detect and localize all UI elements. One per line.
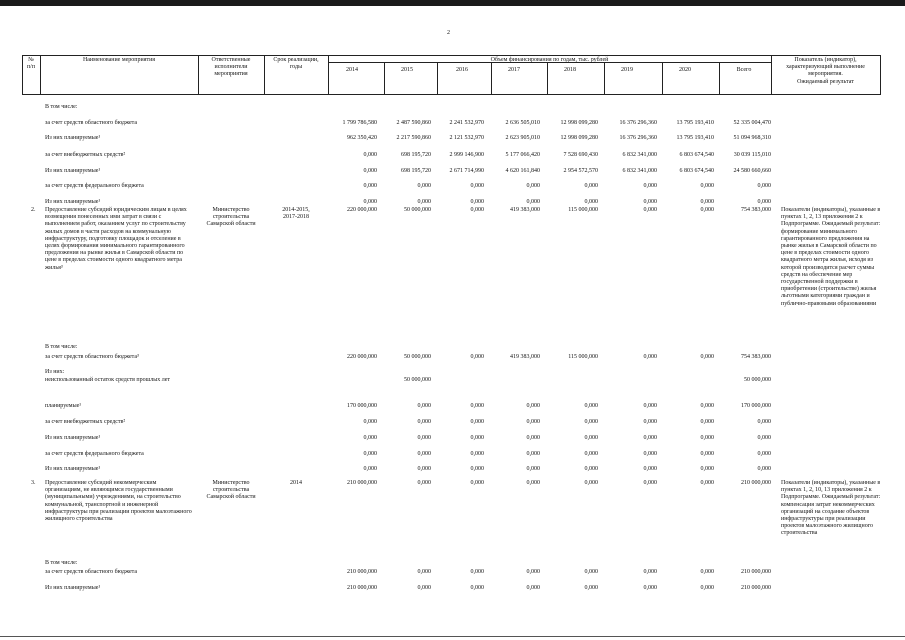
item2-sub-6-val-0: 0,000 (363, 435, 377, 441)
header-year-2018: 2018 (564, 67, 576, 73)
summary-row-3-val-1: 698 195,720 (401, 152, 431, 158)
table-top-border (22, 55, 880, 56)
summary-row-3-val-5: 6 832 341,000 (622, 152, 657, 158)
item2-sub-5-val-1: 0,000 (417, 419, 431, 425)
summary-row-1-val-7: 52 335 004,470 (733, 120, 771, 126)
item3-sub-1-val-6: 0,000 (700, 569, 714, 575)
item3-sub-1-val-5: 0,000 (643, 569, 657, 575)
item3-val-0: 210 000,000 (347, 480, 377, 486)
item2-sub-1-val-5: 0,000 (643, 354, 657, 360)
header-year-2017: 2017 (508, 67, 520, 73)
item2-sub-6-val-1: 0,000 (417, 435, 431, 441)
item2-sub-6-val-5: 0,000 (643, 435, 657, 441)
item2-sub-8-val-1: 0,000 (417, 466, 431, 472)
item3-sub-2-val-2: 0,000 (470, 585, 484, 591)
item2-sub-1-val-3: 419 383,000 (510, 354, 540, 360)
item2-sub-8-val-4: 0,000 (584, 466, 598, 472)
summary-row-label: В том числе: (45, 104, 78, 110)
item2-sub-5-val-3: 0,000 (526, 419, 540, 425)
item2-sub-7-val-5: 0,000 (643, 451, 657, 457)
item2-sub-1-val-1: 50 000,000 (404, 354, 431, 360)
summary-row-3-val-3: 5 177 066,420 (505, 152, 540, 158)
item3-sub-2-val-5: 0,000 (643, 585, 657, 591)
summary-row-label: за счет средств федерального бюджета (45, 183, 144, 189)
item2-sub-5-val-4: 0,000 (584, 419, 598, 425)
item2-sub-5-val-6: 0,000 (700, 419, 714, 425)
item2-sub-8-val-2: 0,000 (470, 466, 484, 472)
summary-row-6-val-1: 0,000 (417, 199, 431, 205)
header-year-Всего: Всего (736, 67, 752, 73)
summary-row-3-val-0: 0,000 (363, 152, 377, 158)
item2-sub-4-val-2: 0,000 (470, 403, 484, 409)
item3-responsible: Министерство строительства Самарской области (206, 480, 256, 501)
item3-sub-1-val-2: 0,000 (470, 569, 484, 575)
summary-row-1-val-5: 16 376 296,360 (619, 120, 657, 126)
item2-sub-8-val-3: 0,000 (526, 466, 540, 472)
item2-val-5: 0,000 (643, 207, 657, 213)
summary-row-2-val-1: 2 217 590,860 (396, 135, 431, 141)
table-header-bottom (22, 94, 880, 95)
item3-sub-1-val-1: 0,000 (417, 569, 431, 575)
summary-row-label: Из них планируемые¹ (45, 168, 101, 174)
summary-row-4-val-1: 698 195,720 (401, 168, 431, 174)
header-year-2014: 2014 (346, 67, 358, 73)
summary-row-1-val-3: 2 636 505,010 (505, 120, 540, 126)
item3-sub-1-val-0: 210 000,000 (347, 569, 377, 575)
summary-row-5-val-2: 0,000 (470, 183, 484, 189)
item2-sub-4-val-7: 170 000,000 (741, 403, 771, 409)
summary-row-2-val-5: 16 376 296,360 (619, 135, 657, 141)
item3-val-4: 0,000 (584, 480, 598, 486)
summary-row-6-val-5: 0,000 (643, 199, 657, 205)
item2-sub-6-val-2: 0,000 (470, 435, 484, 441)
item3-val-2: 0,000 (470, 480, 484, 486)
summary-row-1-val-2: 2 241 532,970 (449, 120, 484, 126)
item2-sub-label: Из них планируемые¹ (45, 466, 101, 472)
item2-sub-1-val-2: 0,000 (470, 354, 484, 360)
item2-sub-1-val-6: 0,000 (700, 354, 714, 360)
header-num: № п/п (26, 57, 36, 71)
item2-sub-7-val-3: 0,000 (526, 451, 540, 457)
item2-sub-label: Из них планируемые¹ (45, 435, 101, 441)
item2-responsible: Министерство строительства Самарской области (206, 207, 256, 228)
header-resp: Ответственные исполнители мероприятия (211, 57, 251, 78)
item3-sub-2-val-4: 0,000 (584, 585, 598, 591)
item2-sub-1-val-7: 754 383,000 (741, 354, 771, 360)
summary-row-4-val-2: 2 671 714,990 (449, 168, 484, 174)
summary-row-label: Из них планируемые¹ (45, 135, 101, 141)
summary-row-4-val-7: 24 580 660,660 (733, 168, 771, 174)
summary-row-4-val-0: 0,000 (363, 168, 377, 174)
summary-row-6-val-2: 0,000 (470, 199, 484, 205)
summary-row-label: за счет внебюджетных средств² (45, 152, 126, 158)
summary-row-1-val-0: 1 799 786,580 (342, 120, 377, 126)
item2-term: 2014-2015, 2017-2018 (282, 207, 310, 221)
summary-row-1-val-6: 13 795 193,410 (676, 120, 714, 126)
item2-sub-4-val-5: 0,000 (643, 403, 657, 409)
summary-row-2-val-4: 12 998 099,280 (560, 135, 598, 141)
item2-sub-6-val-4: 0,000 (584, 435, 598, 441)
summary-row-4-val-4: 2 954 572,570 (563, 168, 598, 174)
summary-row-2-val-0: 962 350,420 (347, 135, 377, 141)
summary-row-3-val-6: 6 803 674,540 (679, 152, 714, 158)
header-term: Срок реализации, годы (273, 57, 319, 71)
item3-term: 2014 (290, 480, 302, 486)
item2-sub-6-val-3: 0,000 (526, 435, 540, 441)
item2-sub-8-val-7: 0,000 (757, 466, 771, 472)
item3-sub-2-val-7: 210 000,000 (741, 585, 771, 591)
item2-val-6: 0,000 (700, 207, 714, 213)
summary-row-5-val-4: 0,000 (584, 183, 598, 189)
item3-sub-1-val-3: 0,000 (526, 569, 540, 575)
item2-sub-8-val-5: 0,000 (643, 466, 657, 472)
item2-val-3: 419 383,000 (510, 207, 540, 213)
summary-row-6-val-3: 0,000 (526, 199, 540, 205)
summary-row-6-val-4: 0,000 (584, 199, 598, 205)
item2-sub-label: за счет средств областного бюджета³ (45, 354, 139, 360)
item3-indicator: Показатели (индикаторы), указанные в пунктах 1, 2, 10, 13 приложения 2 к Подпрограмме. Ожидаемый результат: компенсация затрат некоммерческих организаций на создание объектов инфраструктуры при реализации проектов малоэтажного жилищного строительства (781, 480, 881, 537)
item2-sub-7-val-0: 0,000 (363, 451, 377, 457)
item2-sub-6-val-6: 0,000 (700, 435, 714, 441)
summary-row-3-val-4: 7 528 690,430 (563, 152, 598, 158)
item3-sub-2-val-3: 0,000 (526, 585, 540, 591)
summary-row-5-val-0: 0,000 (363, 183, 377, 189)
header-name: Наименование мероприятия (82, 57, 156, 63)
item2-sub-4-val-4: 0,000 (584, 403, 598, 409)
item3-title: Предоставление субсидий некоммерческим организациям, не являющимся государственными (муниципальными) учреждениями, на строительство коммунальной, транспортной и инженерной инфраструктуры при реализации проектов малоэтажного жилищного строительства (45, 480, 192, 523)
item2-sub-8-val-0: 0,000 (363, 466, 377, 472)
header-funding: Объем финансирования по годам, тыс. рублей (490, 57, 609, 63)
item2-sub-5-val-0: 0,000 (363, 419, 377, 425)
item2-sub-7-val-2: 0,000 (470, 451, 484, 457)
item2-sub-6-val-7: 0,000 (757, 435, 771, 441)
item2-sub-1-val-4: 115 000,000 (568, 354, 598, 360)
header-year-2020: 2020 (679, 67, 691, 73)
item2-sub-3-val-1: 50 000,000 (404, 377, 431, 383)
item2-sub-7-val-4: 0,000 (584, 451, 598, 457)
item3-sub-1-val-7: 210 000,000 (741, 569, 771, 575)
summary-row-2-val-2: 2 121 532,970 (449, 135, 484, 141)
summary-row-label: Из них планируемые¹ (45, 199, 101, 205)
item3-val-3: 0,000 (526, 480, 540, 486)
item2-sub-4-val-1: 0,000 (417, 403, 431, 409)
summary-row-5-val-5: 0,000 (643, 183, 657, 189)
item2-sub-label: Из них: (45, 369, 65, 375)
summary-row-4-val-5: 6 832 341,000 (622, 168, 657, 174)
item2-val-0: 220 000,000 (347, 207, 377, 213)
item2-sub-5-val-2: 0,000 (470, 419, 484, 425)
item2-indicator: Показатели (индикаторы), указанные в пунктах 1, 2, 13 приложения 2 к Подпрограмме. Ожидаемый результат: формирование минимального гарантированного предложения на рынке жилья в Самарской области по цене в пределах стоимости одного квадратного метра жилья, исходя из которой производится расчет суммы средств на обеспечение мер государственной поддержки в приобретении (строительстве) жилья льготными категориями граждан и публично-правовыми образованиями (781, 207, 881, 307)
item2-val-7: 754 383,000 (741, 207, 771, 213)
summary-row-2-val-6: 13 795 193,410 (676, 135, 714, 141)
summary-row-6-val-6: 0,000 (700, 199, 714, 205)
item2-sub-1-val-0: 220 000,000 (347, 354, 377, 360)
item2-sub-4-val-3: 0,000 (526, 403, 540, 409)
item2-val-1: 50 000,000 (404, 207, 431, 213)
item2-sub-5-val-7: 0,000 (757, 419, 771, 425)
header-year-2019: 2019 (621, 67, 633, 73)
summary-row-5-val-3: 0,000 (526, 183, 540, 189)
item2-val-4: 115 000,000 (568, 207, 598, 213)
item2-number: 2. (31, 207, 36, 213)
item3-sub-2-val-6: 0,000 (700, 585, 714, 591)
item2-sub-label: за счет внебюджетных средств² (45, 419, 126, 425)
item2-title: Предоставление субсидий юридическим лицам в целях возмещения понесенных ими затрат в связи с выполнением работ, оказанием услуг по строительству жилых домов в части расходов на коммунальную инфраструктуру, подготовку площадок и отселение в целях формирования минимального гарантированного предложения на рынке жилья в Самарской области по цене в пределах стоимости одного квадратного метра жилья³ (45, 207, 187, 271)
summary-row-2-val-3: 2 623 905,010 (505, 135, 540, 141)
item3-sub-1-val-4: 0,000 (584, 569, 598, 575)
item2-sub-7-val-1: 0,000 (417, 451, 431, 457)
item2-sub-label: В том числе: (45, 344, 78, 350)
item3-sub-2-val-0: 210 000,000 (347, 585, 377, 591)
item3-val-5: 0,000 (643, 480, 657, 486)
summary-row-3-val-7: 30 039 115,010 (733, 152, 771, 158)
item3-sub-label: за счет средств областного бюджета (45, 569, 138, 575)
item3-number: 3. (31, 480, 36, 486)
top-scan-border (0, 0, 905, 6)
summary-row-2-val-7: 51 094 968,310 (733, 135, 771, 141)
item2-sub-label: неиспользованный остаток средств прошлых лет (45, 377, 171, 383)
item2-sub-label: планируемые¹ (45, 403, 82, 409)
summary-row-5-val-1: 0,000 (417, 183, 431, 189)
item2-val-2: 0,000 (470, 207, 484, 213)
header-indicator: Показатель (индикатор), характеризующий выполнение мероприятия. Ожидаемый результат (786, 57, 865, 85)
item3-val-7: 210 000,000 (741, 480, 771, 486)
item3-val-1: 0,000 (417, 480, 431, 486)
summary-row-5-val-6: 0,000 (700, 183, 714, 189)
item3-val-6: 0,000 (700, 480, 714, 486)
item3-sub-label: В том числе: (45, 560, 78, 566)
page-number: 2 (447, 30, 450, 36)
summary-row-6-val-7: 0,000 (757, 199, 771, 205)
summary-row-1-val-1: 2 487 590,860 (396, 120, 431, 126)
item3-sub-2-val-1: 0,000 (417, 585, 431, 591)
item2-sub-3-val-7: 50 000,000 (744, 377, 771, 383)
item2-sub-7-val-6: 0,000 (700, 451, 714, 457)
summary-row-1-val-4: 12 998 099,280 (560, 120, 598, 126)
item2-sub-8-val-6: 0,000 (700, 466, 714, 472)
summary-row-4-val-6: 6 803 674,540 (679, 168, 714, 174)
summary-row-6-val-0: 0,000 (363, 199, 377, 205)
item2-sub-5-val-5: 0,000 (643, 419, 657, 425)
item2-sub-label: за счет средств федерального бюджета (45, 451, 144, 457)
table-vline-6 (880, 55, 881, 95)
summary-row-4-val-3: 4 620 161,840 (505, 168, 540, 174)
item2-sub-4-val-6: 0,000 (700, 403, 714, 409)
summary-row-3-val-2: 2 999 146,900 (449, 152, 484, 158)
item2-sub-7-val-7: 0,000 (757, 451, 771, 457)
item3-sub-label: Из них планируемые¹ (45, 585, 101, 591)
summary-row-5-val-7: 0,000 (757, 183, 771, 189)
header-year-2015: 2015 (401, 67, 413, 73)
header-year-2016: 2016 (456, 67, 468, 73)
item2-sub-4-val-0: 170 000,000 (347, 403, 377, 409)
summary-row-label: за счет средств областного бюджета (45, 120, 138, 126)
bottom-scan-edge (0, 636, 905, 637)
